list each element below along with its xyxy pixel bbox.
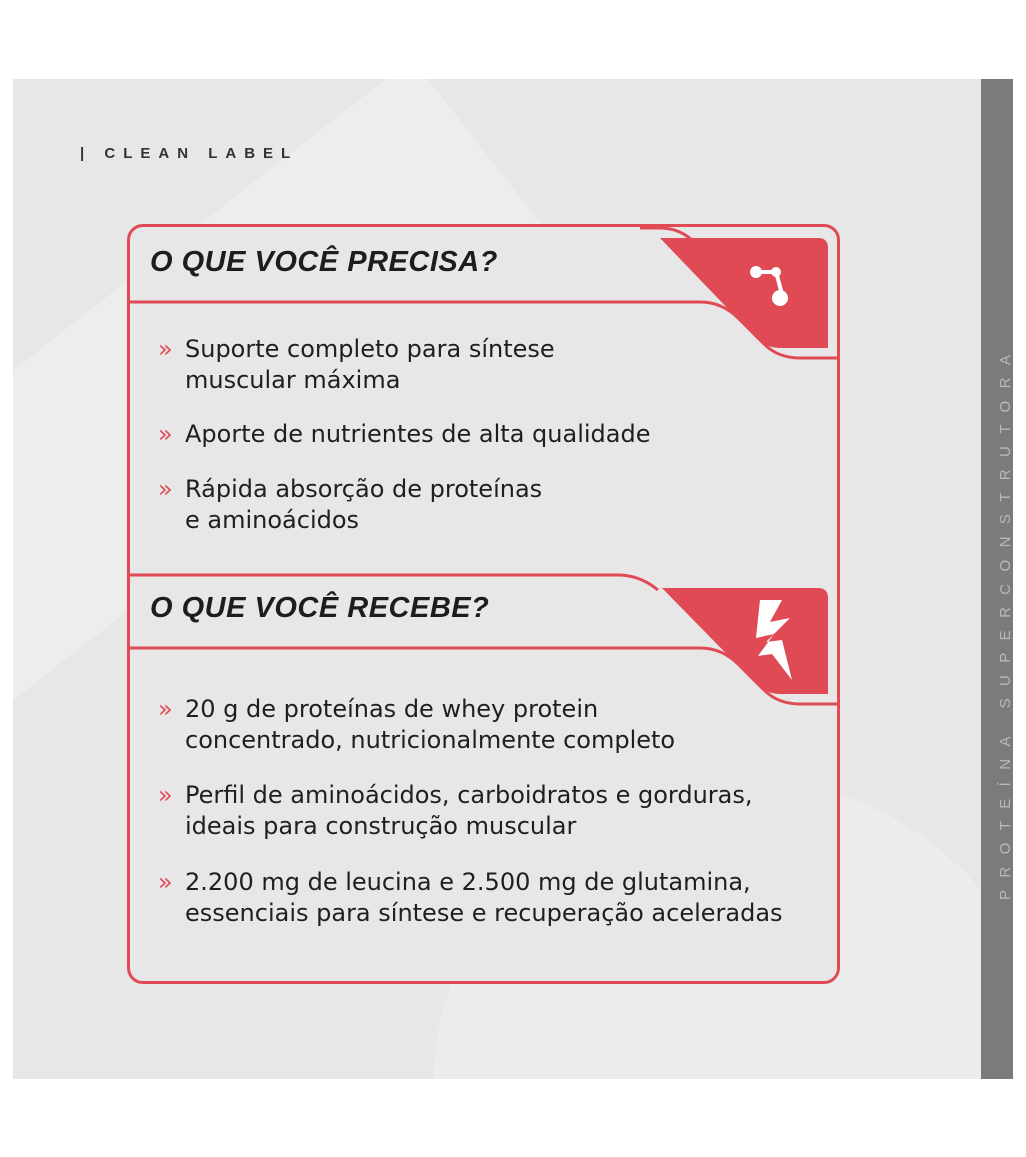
list-item-line: ideais para construção muscular [185,812,577,840]
chevron-icon: » [158,695,173,723]
chevron-icon: » [158,868,173,896]
chevron-icon: » [158,781,173,809]
lightning-icon [752,598,798,682]
list-item-line: essenciais para síntese e recuperação aceleradas [185,899,783,927]
section-title-need: O QUE VOCÊ PRECISA? [150,246,498,278]
list-item-line: 20 g de proteínas de whey protein [185,695,599,723]
chevron-icon: » [158,335,173,363]
molecule-icon [748,258,798,314]
chevron-icon: » [158,475,173,503]
clean-label-heading: | CLEAN LABEL [80,145,299,162]
list-item-line: concentrado, nutricionalmente completo [185,726,676,754]
list-item-line: 2.200 mg de leucina e 2.500 mg de glutamina, [185,868,751,896]
list-item-line: Aporte de nutrientes de alta qualidade [185,420,651,448]
chevron-icon: » [158,420,173,448]
section-title-receive: O QUE VOCÊ RECEBE? [150,592,490,624]
list-item-line: e aminoácidos [185,506,360,534]
list-item-line: Rápida absorção de proteínas [185,475,543,503]
list-item-line: Perfil de aminoácidos, carboidratos e gorduras, [185,781,753,809]
list-item-line: Suporte completo para síntese [185,335,555,363]
sidebar-vertical-text: PROTEÍNA SUPERCONSTRUTORA [997,342,1014,900]
list-item-line: muscular máxima [185,366,401,394]
